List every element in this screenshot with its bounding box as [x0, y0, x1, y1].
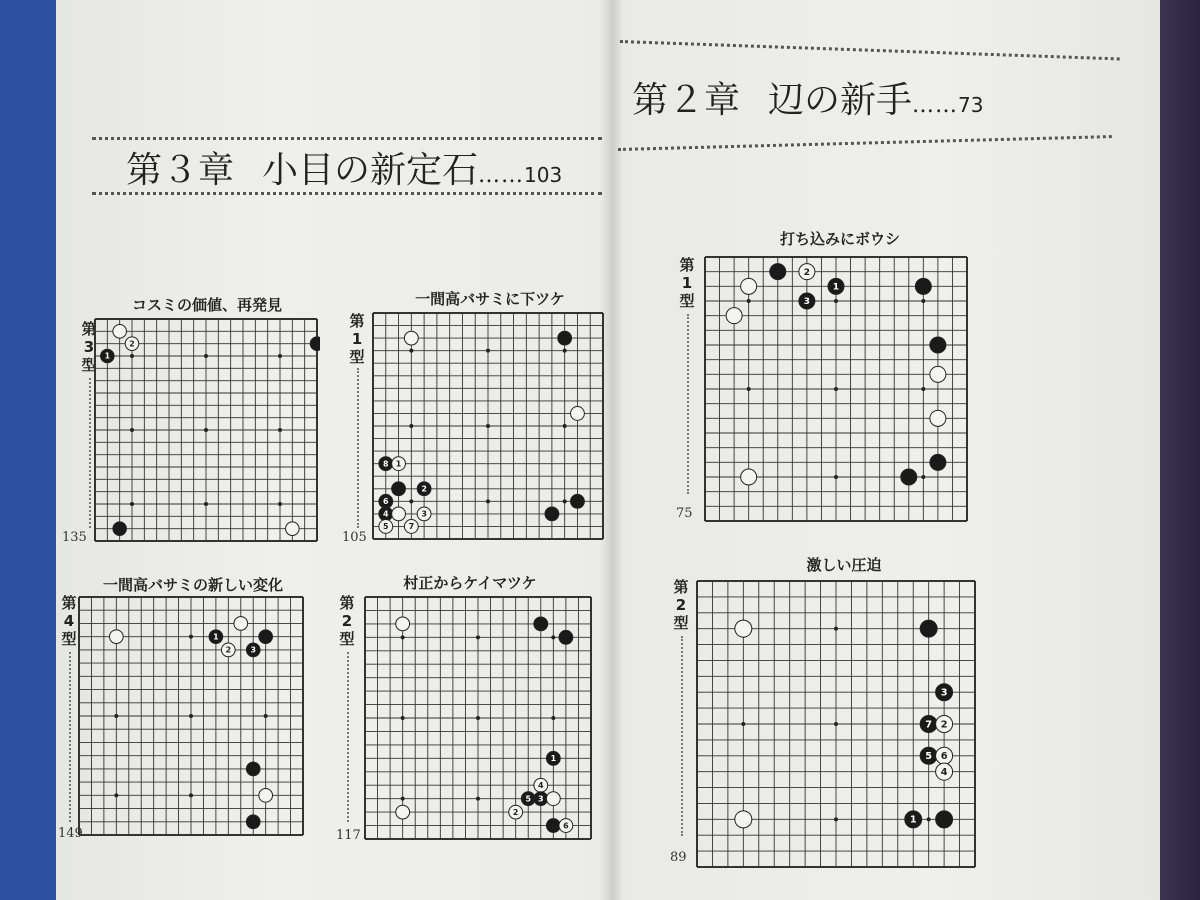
black-stone: [930, 454, 946, 470]
move-number: 2: [129, 339, 135, 349]
star-point: [409, 349, 413, 353]
star-point: [551, 716, 555, 720]
star-point: [834, 627, 838, 631]
star-point: [834, 475, 838, 479]
black-stone: [246, 815, 260, 829]
white-stone: [392, 457, 406, 471]
move-number: 4: [383, 509, 389, 519]
white-stone: [404, 520, 418, 534]
star-point: [486, 349, 490, 353]
star-point: [130, 502, 134, 506]
star-point: [401, 797, 405, 801]
star-point: [278, 354, 282, 358]
white-stone: [379, 520, 393, 534]
black-stone: [915, 278, 931, 294]
move-number: 1: [832, 281, 840, 293]
star-point: [189, 793, 193, 797]
chapter-3-title: 小目の新定石: [262, 150, 479, 191]
move-number: 3: [421, 509, 427, 519]
star-point: [114, 793, 118, 797]
black-stone: [101, 349, 115, 363]
diagram-6-type-label: 第 2 型: [673, 578, 689, 632]
star-point: [834, 817, 838, 821]
white-stone: [930, 410, 946, 426]
black-stone: [209, 630, 223, 644]
chapter-2-leader: ……: [912, 93, 959, 118]
black-stone: [905, 811, 922, 828]
star-point: [278, 502, 282, 506]
chapter-2-page: 73: [958, 93, 984, 117]
move-number: 2: [225, 645, 232, 655]
star-point: [834, 387, 838, 391]
star-point: [114, 714, 118, 718]
star-point: [278, 428, 282, 432]
move-number: 1: [909, 814, 917, 826]
move-number: 4: [940, 767, 948, 779]
move-number: 6: [940, 751, 948, 763]
black-stone: [310, 337, 320, 351]
black-stone: [379, 507, 393, 521]
go-board-diagram-1: [92, 316, 320, 544]
move-number: 7: [408, 522, 415, 532]
star-point: [130, 428, 134, 432]
move-number: 5: [525, 794, 531, 804]
star-point: [551, 635, 555, 639]
white-stone: [286, 522, 300, 536]
star-point: [563, 349, 567, 353]
black-stone: [770, 264, 786, 280]
black-stone: [259, 630, 273, 644]
move-number: 3: [250, 645, 256, 655]
chapter-3-prefix: 第３章: [126, 150, 235, 191]
star-point: [486, 499, 490, 503]
black-stone: [392, 482, 406, 496]
star-point: [264, 714, 268, 718]
black-stone: [559, 630, 573, 644]
diagram-5-leader: [687, 314, 689, 494]
black-stone: [521, 792, 535, 806]
star-point: [927, 817, 931, 821]
black-stone: [534, 617, 548, 631]
black-stone: [936, 811, 953, 828]
move-number: 3: [803, 296, 811, 308]
star-point: [204, 428, 208, 432]
white-stone: [799, 264, 815, 280]
black-stone: [546, 819, 560, 833]
white-stone: [234, 617, 248, 631]
go-board-diagram-6: [694, 578, 978, 870]
star-point: [486, 424, 490, 428]
star-point: [189, 635, 193, 639]
black-stone: [901, 469, 917, 485]
black-stone: [920, 716, 937, 733]
move-number: 2: [803, 266, 811, 278]
black-stone: [379, 457, 393, 471]
white-stone: [741, 278, 757, 294]
white-stone: [125, 337, 139, 351]
star-point: [921, 387, 925, 391]
diagram-5-title: 打ち込みにボウシ: [779, 230, 900, 248]
diagram-3-type-label: 第 4 型: [61, 594, 77, 648]
move-number: 1: [213, 632, 219, 642]
diagram-6-page: 89: [670, 850, 687, 865]
black-stone: [571, 494, 585, 508]
white-stone: [559, 819, 573, 833]
star-point: [189, 714, 193, 718]
move-number: 2: [940, 719, 948, 731]
white-stone: [404, 331, 418, 345]
move-number: 6: [563, 821, 569, 831]
go-board-diagram-3: [76, 594, 306, 838]
white-stone: [396, 805, 410, 819]
star-point: [741, 722, 745, 726]
black-stone: [246, 762, 260, 776]
star-point: [409, 424, 413, 428]
diagram-4-type-label: 第 2 型: [339, 594, 355, 648]
chapter-2-prefix: 第２章: [632, 80, 741, 121]
white-stone: [392, 507, 406, 521]
move-number: 3: [940, 687, 948, 699]
chapter-3-bottom-rule: [92, 192, 602, 195]
black-stone: [828, 278, 844, 294]
diagram-6-leader: [681, 636, 683, 836]
black-stone: [920, 747, 937, 764]
white-stone: [726, 308, 742, 324]
move-number: 4: [538, 780, 544, 790]
white-stone: [113, 325, 127, 339]
diagram-1-title: コスミの価値、再発見: [131, 296, 282, 314]
white-stone: [109, 630, 123, 644]
move-number: 5: [383, 522, 389, 532]
diagram-6-title: 激しい圧迫: [806, 556, 882, 574]
move-number: 1: [104, 351, 111, 361]
diagram-2-leader: [357, 368, 359, 528]
diagram-3-title: 一間高バサミの新しい変化: [102, 576, 283, 594]
diagram-2-title: 一間高バサミに下ツケ: [415, 290, 565, 308]
move-number: 5: [925, 751, 933, 763]
white-stone: [735, 811, 752, 828]
move-number: 3: [538, 794, 544, 804]
star-point: [204, 502, 208, 506]
star-point: [476, 635, 480, 639]
star-point: [476, 716, 480, 720]
chapter-3-page: 103: [524, 163, 563, 187]
star-point: [834, 299, 838, 303]
star-point: [401, 635, 405, 639]
black-stone: [546, 751, 560, 765]
move-number: 7: [925, 719, 933, 731]
go-board-diagram-5: [702, 254, 970, 524]
white-stone: [735, 620, 752, 637]
star-point: [747, 387, 751, 391]
diagram-4-page: 117: [336, 828, 361, 843]
book-edge: [1160, 0, 1200, 900]
black-stone: [545, 507, 559, 521]
diagram-3-page: 149: [58, 826, 83, 841]
star-point: [563, 424, 567, 428]
black-stone: [920, 620, 937, 637]
white-stone: [571, 407, 585, 421]
white-stone: [509, 805, 523, 819]
white-stone: [930, 366, 946, 382]
chapter-3-top-rule: [92, 137, 602, 140]
white-stone: [221, 643, 235, 657]
star-point: [747, 299, 751, 303]
chapter-3-leader: ……: [478, 163, 525, 188]
black-stone: [558, 331, 572, 345]
diagram-4-title: 村正からケイマツケ: [403, 574, 537, 592]
black-stone: [379, 494, 393, 508]
white-stone: [259, 788, 273, 802]
black-stone: [113, 522, 127, 536]
star-point: [401, 716, 405, 720]
white-stone: [417, 507, 431, 521]
diagram-1-page: 135: [62, 530, 87, 545]
move-number: 1: [395, 459, 402, 469]
diagram-5-page: 75: [676, 506, 693, 521]
go-board-diagram-4: [362, 594, 594, 842]
black-stone: [417, 482, 431, 496]
move-number: 6: [383, 497, 389, 507]
star-point: [921, 475, 925, 479]
diagram-3-leader: [69, 652, 71, 822]
move-number: 8: [383, 459, 389, 469]
black-stone: [936, 684, 953, 701]
white-stone: [936, 716, 953, 733]
go-board-diagram-2: [370, 310, 606, 542]
diagram-4-leader: [347, 652, 349, 822]
white-stone: [546, 792, 560, 806]
star-point: [204, 354, 208, 358]
chapter-3-heading: [126, 142, 562, 193]
white-stone: [936, 763, 953, 780]
white-stone: [396, 617, 410, 631]
star-point: [130, 354, 134, 358]
diagram-2-type-label: 第 1 型: [349, 312, 365, 366]
chapter-2-heading: [632, 72, 983, 123]
black-stone: [930, 337, 946, 353]
black-stone: [246, 643, 260, 657]
star-point: [476, 797, 480, 801]
diagram-1-leader: [89, 378, 91, 528]
move-number: 1: [550, 754, 557, 764]
white-stone: [936, 747, 953, 764]
star-point: [409, 499, 413, 503]
star-point: [563, 499, 567, 503]
move-number: 2: [512, 807, 519, 817]
black-stone: [799, 293, 815, 309]
star-point: [834, 722, 838, 726]
chapter-2-title: 辺の新手: [768, 80, 913, 121]
diagram-2-page: 105: [342, 530, 367, 545]
diagram-1-type-label: 第 3 型: [81, 320, 97, 374]
black-stone: [534, 792, 548, 806]
star-point: [921, 299, 925, 303]
white-stone: [741, 469, 757, 485]
diagram-5-type-label: 第 1 型: [679, 256, 695, 310]
move-number: 2: [421, 484, 427, 494]
white-stone: [534, 778, 548, 792]
